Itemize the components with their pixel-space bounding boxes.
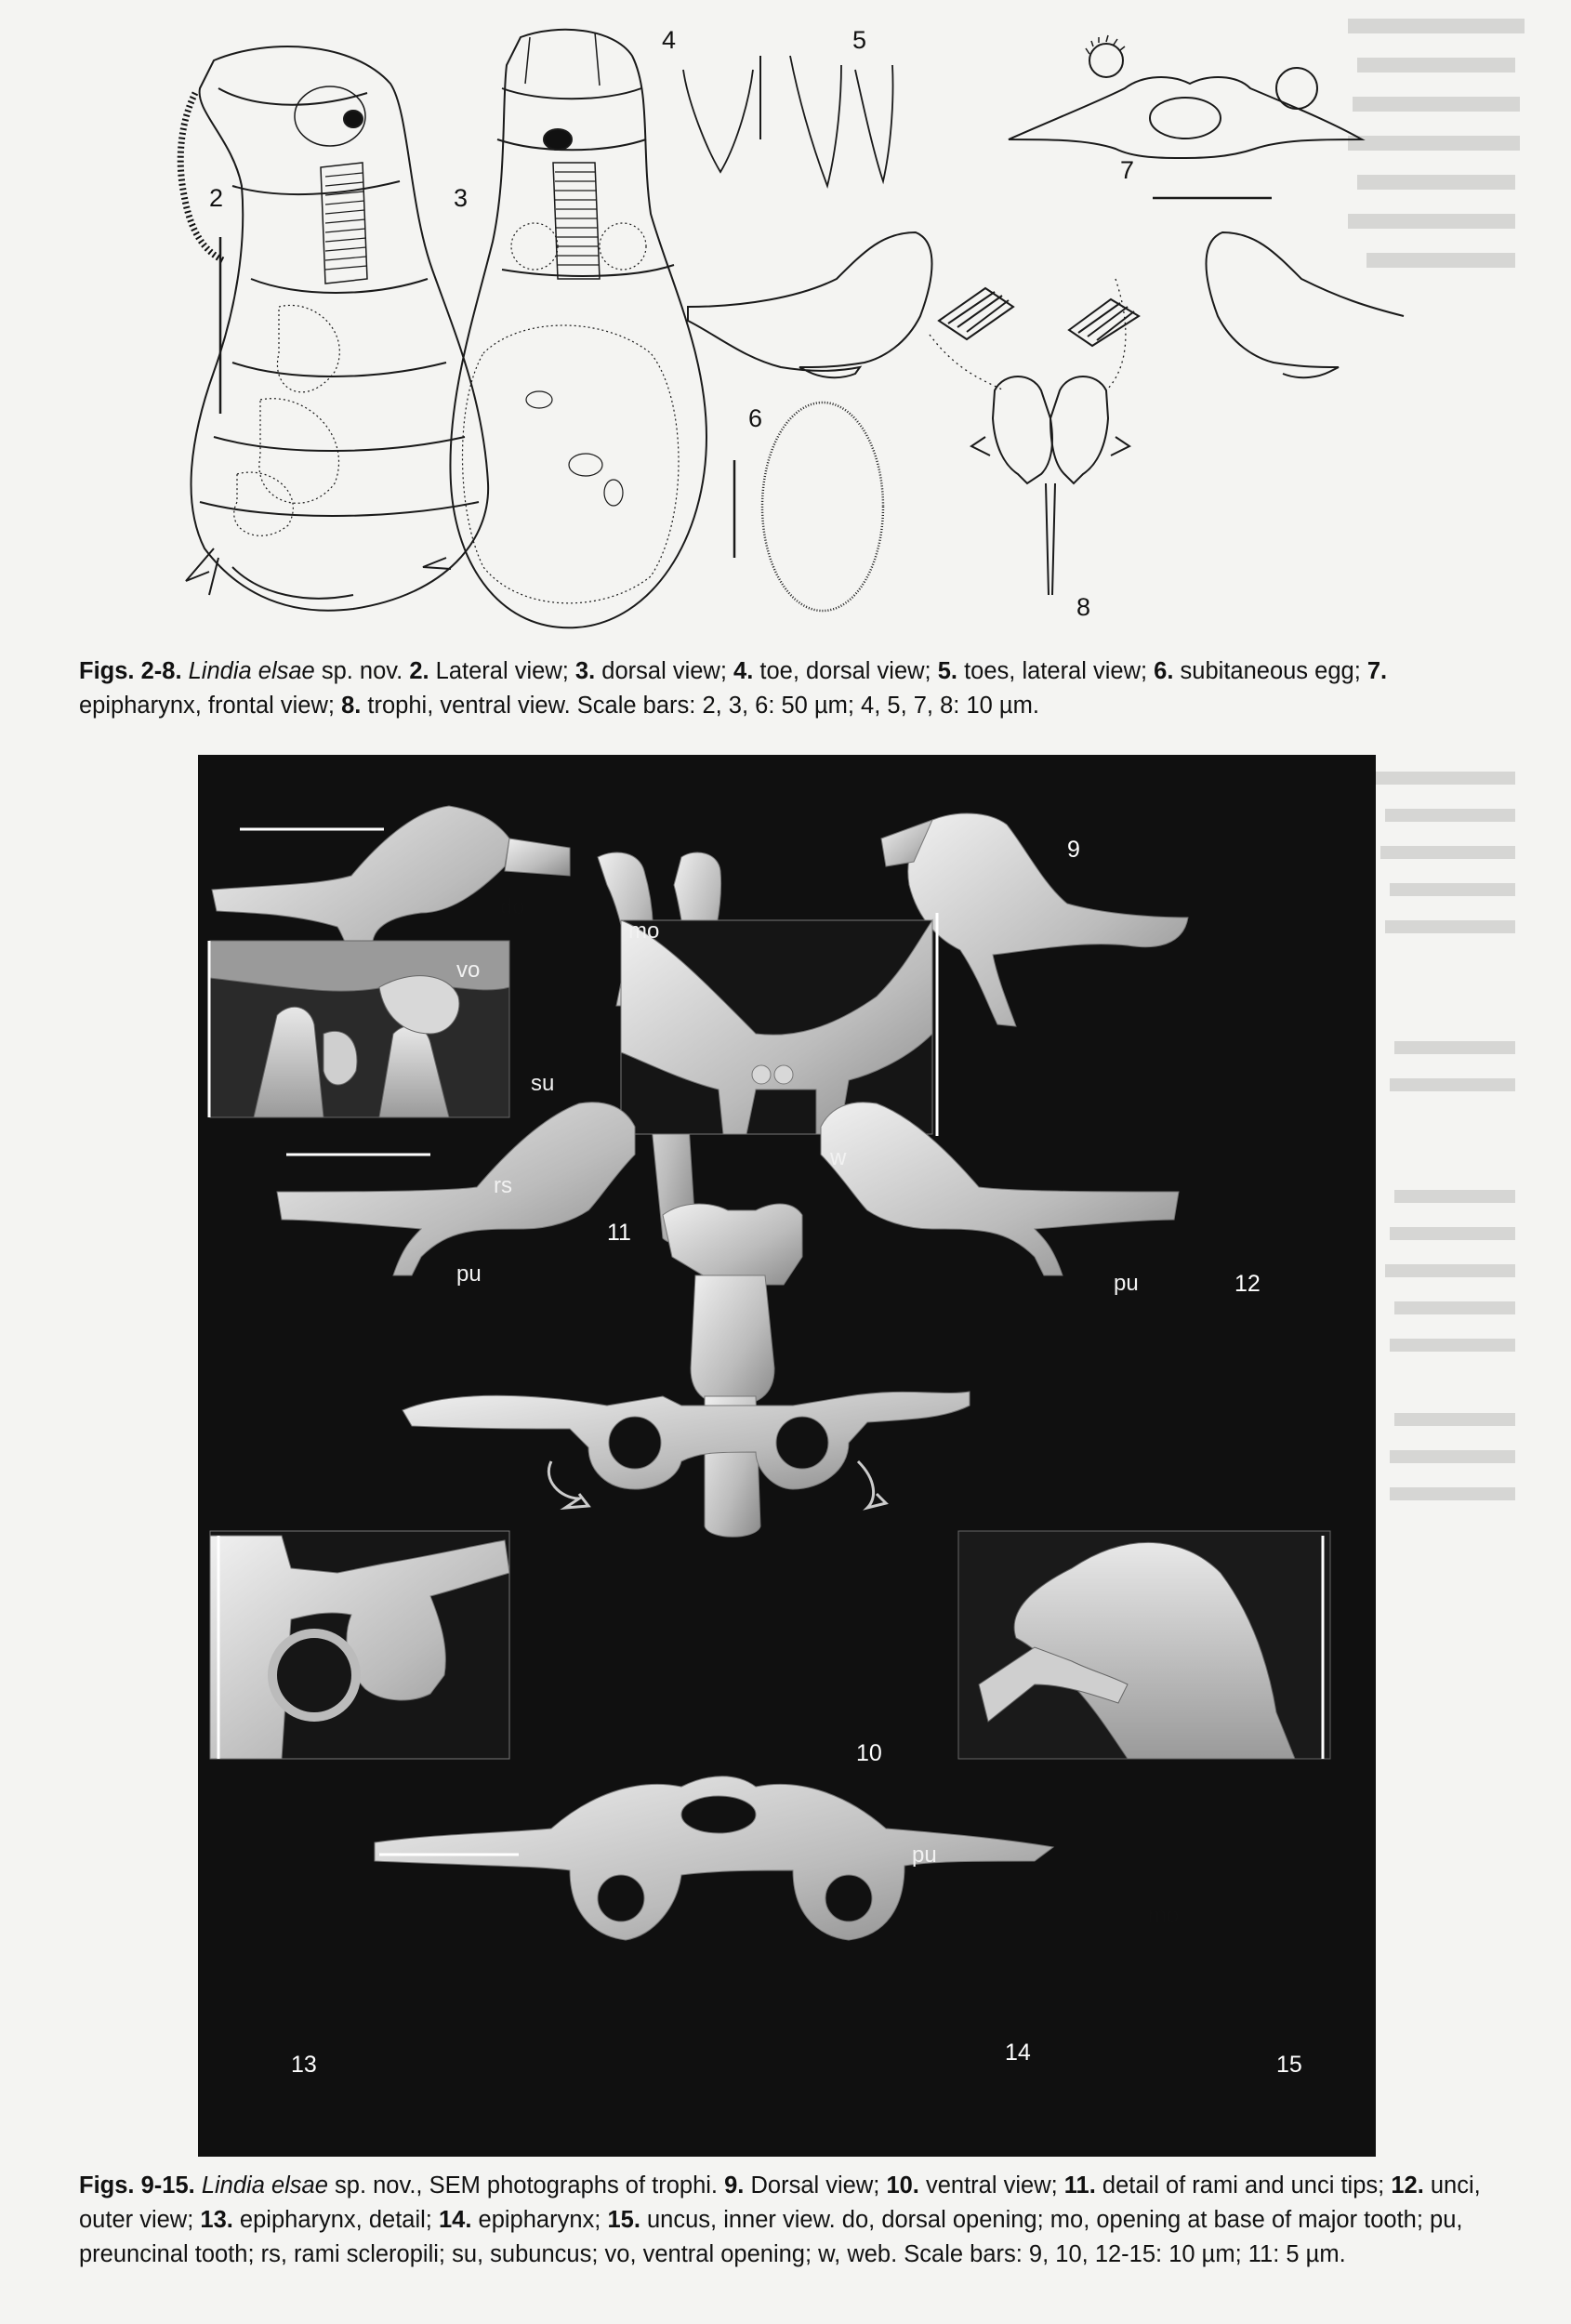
label-rs: rs	[494, 1173, 512, 1198]
caption-species: Lindia elsae	[188, 658, 315, 684]
sem-epipharynx	[375, 1776, 1053, 1940]
sem-epipharynx-detail	[210, 1531, 509, 1759]
label-do: do	[500, 894, 525, 919]
caption-item-text: Dorsal view;	[744, 2172, 887, 2199]
caption-item-num: 6.	[1154, 658, 1174, 684]
caption-item-text: trophi, ventral view.	[361, 693, 577, 719]
trophi-ventral-drawing	[688, 232, 1404, 595]
panel-number-9: 9	[1067, 837, 1080, 863]
panel-number-15: 15	[1276, 2052, 1302, 2078]
label-w: w	[830, 1145, 847, 1170]
lateral-view-drawing	[180, 46, 488, 611]
caption-species-suffix: sp. nov.	[314, 658, 410, 684]
caption-item-num: 13.	[200, 2207, 233, 2233]
caption-item-text: toes, lateral view;	[957, 658, 1155, 684]
caption-item-text: Lateral view;	[429, 658, 575, 684]
sem-plate	[198, 755, 1376, 2157]
caption-item-num: 5.	[937, 658, 957, 684]
panel-number-14: 14	[1005, 2040, 1031, 2066]
label-mo-9: mo	[628, 918, 660, 944]
label-su: su	[531, 1071, 555, 1096]
epipharynx-frontal-drawing	[1009, 35, 1362, 158]
panel-number-8: 8	[1076, 593, 1091, 621]
caption-figs-2-8	[79, 654, 1511, 723]
caption-item-num: 8.	[341, 693, 362, 719]
panel-number-3: 3	[454, 184, 469, 212]
caption-figs-9-15	[79, 2169, 1511, 2272]
label-pu-11: pu	[456, 1261, 482, 1287]
panel-number-6: 6	[748, 404, 763, 432]
panel-number-7: 7	[1120, 156, 1135, 184]
subitaneous-egg-drawing	[762, 403, 883, 611]
label-vo: vo	[456, 957, 481, 983]
sem-images	[198, 755, 1376, 2157]
label-pu-15: pu	[912, 1842, 937, 1868]
caption-item-text: uncus, inner view.	[640, 2207, 842, 2233]
caption-item-num: 15.	[607, 2207, 640, 2233]
caption-item-text: ventral view;	[918, 2172, 1064, 2199]
caption-item-text: subitaneous egg;	[1173, 658, 1367, 684]
caption-scale-bars: Scale bars: 2, 3, 6: 50 µm; 4, 5, 7, 8: 10 µm.	[576, 693, 1039, 719]
panel-number-12: 12	[1234, 1271, 1261, 1297]
sem-ventral-view	[277, 1103, 1179, 1538]
caption-item-text: epipharynx;	[471, 2207, 608, 2233]
caption-item-num: 9.	[724, 2172, 745, 2199]
panel-number-13: 13	[291, 2052, 317, 2078]
caption-species: Lindia elsae	[201, 2172, 328, 2199]
label-mo-15: mo	[1148, 1903, 1180, 1928]
line-drawings	[0, 0, 1571, 651]
caption-item-num: 11.	[1063, 2172, 1096, 2199]
panel-number-10: 10	[856, 1740, 882, 1766]
caption-item-text: toe, dorsal view;	[753, 658, 938, 684]
caption-item-num: 12.	[1391, 2172, 1424, 2199]
sem-uncus-inner	[958, 1531, 1330, 1759]
caption-item-num: 10.	[886, 2172, 919, 2199]
panel-number-2: 2	[209, 184, 224, 212]
panel-number-11: 11	[607, 1220, 631, 1246]
sem-unci-outer	[621, 920, 932, 1134]
panel-number-4: 4	[662, 26, 677, 54]
panel-number-5: 5	[852, 26, 867, 54]
caption-figs-label: Figs. 2-8.	[79, 658, 182, 684]
caption-item-text: dorsal view;	[595, 658, 734, 684]
caption-item-text: epipharynx, frontal view;	[79, 693, 342, 719]
caption-item-num: 14.	[438, 2207, 472, 2233]
caption-item-num: 3.	[574, 658, 596, 684]
caption-item-num: 7.	[1366, 658, 1388, 684]
caption-item-text: epipharynx, detail;	[232, 2207, 439, 2233]
toe-dorsal-drawing	[683, 70, 753, 172]
toes-lateral-drawing	[790, 56, 893, 186]
caption-abbreviations: do, dorsal opening; mo, opening at base of major tooth; pu, preuncinal tooth; rs, rami scleropili; su, subuncus; vo, ventral opening; w, web.	[79, 2207, 1463, 2267]
caption-scale-bars: Scale bars: 9, 10, 12-15: 10 µm; 11: 5 µm.	[897, 2241, 1346, 2267]
label-pu-12: pu	[1114, 1271, 1139, 1296]
dorsal-view-drawing	[423, 30, 706, 627]
caption-item-num: 2.	[409, 658, 429, 684]
caption-figs-label: Figs. 9-15.	[79, 2172, 195, 2199]
caption-species-suffix: sp. nov., SEM photographs of trophi.	[327, 2172, 725, 2199]
caption-item-num: 4.	[733, 658, 754, 684]
caption-item-text: unci, outer view;	[79, 2172, 1481, 2233]
caption-item-text: detail of rami and unci tips;	[1095, 2172, 1392, 2199]
